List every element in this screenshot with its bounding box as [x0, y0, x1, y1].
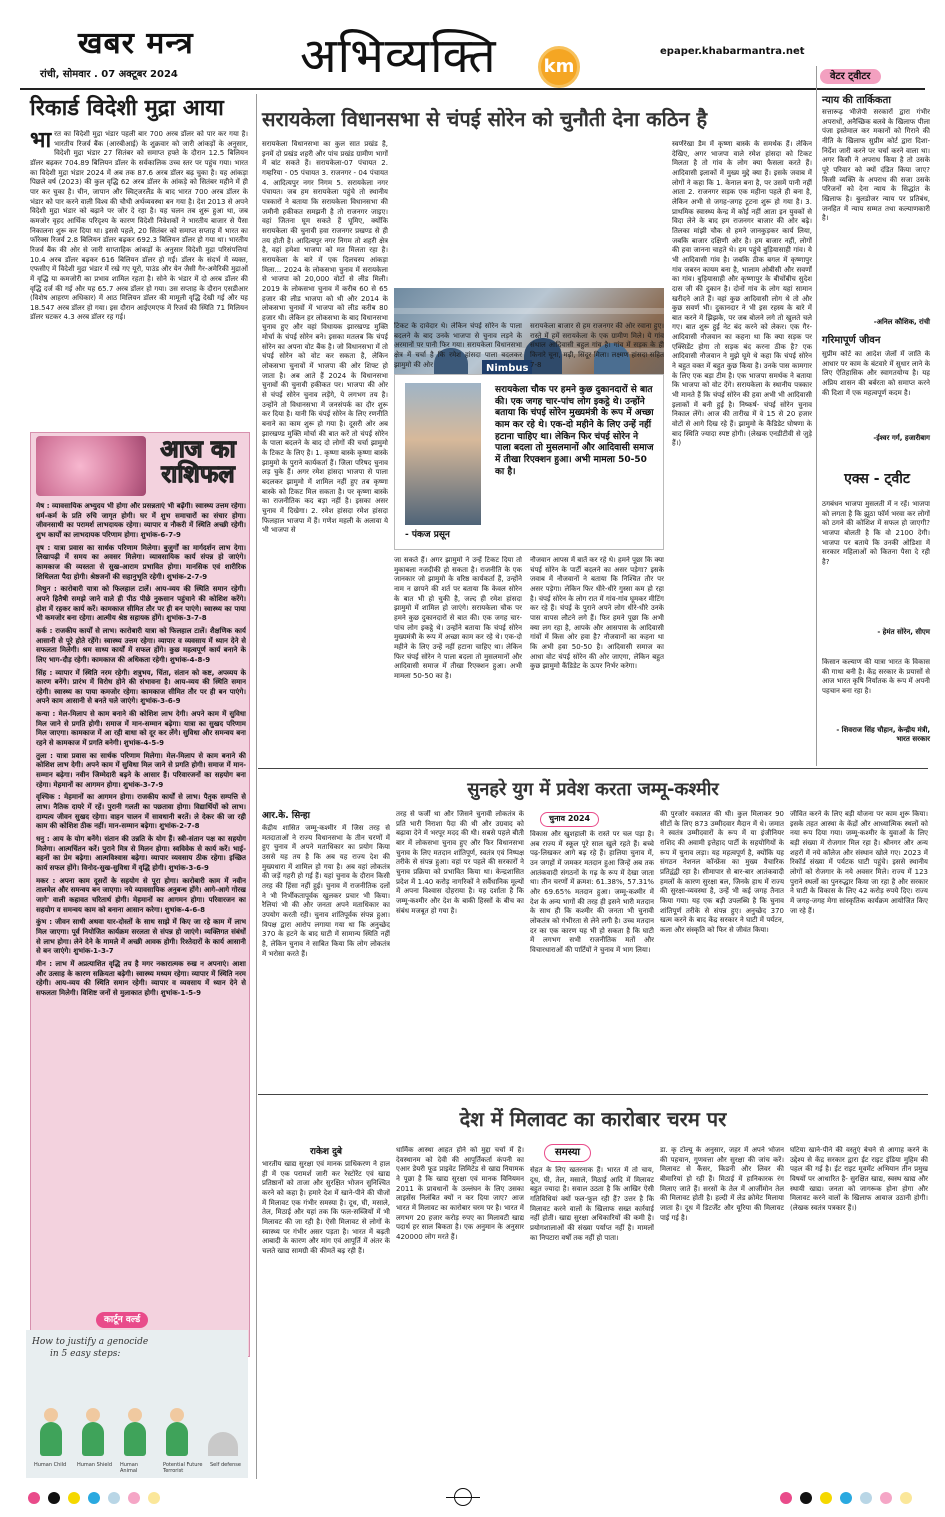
paper-logo: km — [538, 46, 580, 88]
cartoon-figure — [82, 1422, 104, 1456]
jk-col3: विकास और खुशहाली के रास्ते पर चल पड़ा है। अब राज्य में स्कूल पूरे साल खुले रहते हैं। बच्चे पढ़-लिखकर आगे बढ़ रहे हैं। हालिया चुनाव में, उन जगहों में जमकर मतदान हुआ जिन्हें अब तक आतंकवादी संगठनों के गढ़ के रूप में देखा जाता था। तीन चरणों में क्रमश: 61.38%, 57.31% और 69.65% मतदान हुआ। जम्मू-कश्मीर में देश के अन्य भागों की तरह ही इसने भारी मतदान के साथ ही कि कश्मीर की जनता भी चुनावी लोकतंत्र को गंभीरता से लेने लगी है। उच्च मतदान दर का एक कारण यह भी हो सकता है कि घाटी में लगभग सभी राजनीतिक मतों और विचारधाराओं की पार्टियों ने चुनाव में भाग लिया। — [530, 830, 654, 954]
cartoon-head — [86, 1408, 100, 1422]
rashi-item: कन्या : मेल-मिलाप से काम बनाने की कोशिश लाभ देगी। अपने काम में सुविधा मिल जाने से प्रगति होगी। समाज में मान-सम्मान बढ़ेगा। यात्रा का सुखद परिणाम मिल जाएगा। कामकाज में आ रही बाधा को दूर कर लेंगे। सुविधा और समन्वय बना रहने से कामकाज में प्रगति बनेगी। शुभांक-4-5-9 — [36, 710, 246, 748]
registration-mark — [88, 1492, 100, 1504]
dateline: रांची, सोमवार . 07 अक्टूबर 2024 — [40, 69, 178, 80]
registration-mark — [840, 1492, 852, 1504]
section-divider — [258, 1094, 928, 1095]
rashifal-title: आज का राशिफल — [160, 434, 236, 489]
author-name: - पंकज प्रसून — [405, 530, 450, 540]
column-divider — [256, 94, 257, 1479]
jk-byline: आर.के. सिन्हा — [262, 811, 310, 821]
registration-mark — [28, 1492, 40, 1504]
lead-col3-top: सरायकेला बाजार से हम राजनगर की ओर रवाना हुए। रास्ते में हमें सरायकेला के एक ग्रामीण मिले। ये गांव संथाल आदिवासी बहुल गांव है। गांव में सड़क के ही किनारे चूना, मढ़ी, सिंदूर मिला। लक्ष्मण हांसदा सहित 7-8 — [530, 322, 664, 369]
cartoon-dome — [208, 1432, 238, 1456]
cartoon-caption: Human Child Human Shield Human Animal Potential Future Terrorist Self defense — [34, 1461, 241, 1475]
cartoon-panel — [26, 1330, 248, 1478]
jk-col2: तरह से फर्जी था और जिसने चुनावी लोकतंत्र के प्रति भारी निराशा पैदा की थी और उग्रवाद को बढ़ावा देने में भरपूर मदद की थी। सबसे पहले बीती बार में लोकसभा चुनाव हुए और फिर विधानसभा चुनाव के लिए मतदान शांतिपूर्ण, स्वतंत्र एवं निष्पक्ष तरीके से संपन्न हुआ। वहां पर पहले की सरकारों ने चुनाव प्रक्रिया को प्रभावित किया था। केन्द्रशासित प्रदेश में 1.40 करोड़ नागरिकों ने सर्वैधानिक मूल्यों में अपना विश्वास दोहराया है। यह दर्शाता है कि जम्मू-कश्मीर और देश के बाकी हिस्सों के बीच का संबंध मजबूत हो गया है। — [396, 810, 524, 915]
forex-dropcap: भा — [30, 130, 52, 153]
forex-article: भा रत का विदेशी मुद्रा भंडार पहली बार 700 अरब डॉलर को पार कर गया है। भारतीय रिजर्व बैंक (आरबीआई) के शुक्रवार को जारी आंकड़ों के अनुसार, विदेशी मुद्रा भंडार 27 सितंबर को समाप्त हफ्ते के दौरान 12.5 बिलियन डॉलर बढ़कर 704.89 बिलियन डॉलर के सर्वकालिक उच्च स्तर पर पहुंच गया। भारत का विदेशी मुद्रा भंडार 2024 में अब तक 87.6 अरब डॉलर बढ़ चुका है। यह आंकड़ा पिछले वर्ष (2023) की कुल वृद्धि 62 अरब डॉलर के आंकड़े को सितंबर महीने में ही पार कर चुका है। चीन, जापान और स्विट्जरलैंड के बाद भारत 700 अरब डॉलर के भंडार को पार करने वाली विश्व की चौथी अर्थव्यवस्था बन गया है। देश 2013 से अपने विदेशी मुद्रा भंडार को बढ़ाने पर जोर दे रहा है। यह चलन तब शुरू हुआ था, जब कमजोर वृहद आर्थिक परिदृश्य के कारण विदेशी निवेशकों ने भारतीय बाजार से पैसा निकालना शुरू कर दिया था। इससे पहले, 20 सितंबर को समाप्त सप्ताह में भारत का फॉरेक्स रिजर्व 2.8 बिलियन डॉलर बढ़कर 692.3 बिलियन डॉलर हो गया था। भारतीय रिजर्व बैंक की ओर से जारी साप्ताहिक आंकड़ों के अनुसार विदेशी मुद्रा परिसंपत्तियां 10.4 अरब डॉलर बढ़कर 616 बिलियन डॉलर हो गईं। डॉलर के संदर्भ में व्यक्त, एफसीए में विदेशी मुद्रा भंडार में रखे गए यूरो, पाउंड और येन जैसी गैर-अमेरिकी मुद्राओं में वृद्धि या कमजोरी का प्रभाव शामिल रहता है। सोने के भंडार में दो अरब डॉलर की वृद्धि दर्ज की गई और यह 65.7 अरब डॉलर हो गया। उस सप्ताह के दौरान एसडीआर (विशेष आहरण अधिकार) में आठ मिलियन डॉलर की मामूली वृद्धि देखी गई और यह 18.547 अरब डॉलर हो गया। इस दौरान आईएमएफ में रिजर्व की स्थिति 71 मिलियन डॉलर घटकर 4.3 अरब डॉलर रह गई। — [30, 130, 248, 322]
sidebar-title-1: न्याय की तार्किकता — [822, 95, 891, 106]
section-title: अभिव्यक्ति — [300, 28, 497, 84]
registration-mark — [820, 1492, 832, 1504]
adulteration-badge: समस्या — [544, 1144, 591, 1162]
registration-mark — [880, 1492, 892, 1504]
registration-mark — [780, 1492, 792, 1504]
rashi-item: मकर : अपना काम दूसरों के सहयोग से पूरा होगा। कारोबारी काम में नवीन तालमेल और समन्वय बन जाएगा। नये व्यावसायिक अनुबन्ध होंगे। आगे-आगे गोरख जागे' वाली कहावत चरितार्थ होगी। मेहमानों का आगमन होगा। परिवारजन का सहयोग व समन्वय काम को बनाना आसान करेगा। शुभांक-4-6-8 — [36, 876, 246, 914]
adulteration-col3: सेहत के लिए खतरनाक हैं। भारत में तो चाय, दूध, घी, तेल, मसाले, मिठाई आदि में मिलावट बहुत ज्यादा है। सवाल उठता है कि आखिर ऐसी गतिविधियां क्यों फल-फूल रही हैं? उत्तर है कि मिलावट करने वालों के खिलाफ सख्त कार्रवाई नहीं होती। खाद्य सुरक्षा अधिकारियों की कमी है। प्रयोगशालाओं की संख्या पर्याप्त नहीं है। मामलों का निपटारा वर्षों तक नहीं हो पाता। — [530, 1166, 654, 1242]
sidebar-body-3: ठगबंधन भाजपा मुसलती में न रहें। भाजपा को लगता है कि झूठा फॉर्म भरवा कर लोगों को ठगने की कोशिश में सफल हो जाएगी? भाजपा बोलती है कि वो 2100 देगी। भाजपा पर बताये कि उनकी ओडिशा में सरकार महिलाओं को कितना पैसा दे रही है? — [822, 500, 930, 566]
adulteration-byline: राकेश दुबे — [309, 1147, 343, 1157]
registration-mark — [108, 1492, 120, 1504]
sidebar-title-2: गरिमापूर्ण जीवन — [822, 335, 881, 346]
cartoon-figure — [124, 1422, 146, 1456]
lead-col2-top: टिकट के दावेदार थे। लेकिन चंपई सोरेन के पाला बदलने के बाद उनके भाजपा से चुनाव लड़ने के अरमानों पर पानी फिर गया। सरायकेला विधानसभा क्षेत्र में चर्चा है कि रमेश हांसदा पाला बदलकर झामुमो की ओर — [394, 322, 522, 369]
lead-col3-bottom: नौजवान आपस में बातें कर रहे थे। हमने पूछा कि क्या चंपई सोरेन के पार्टी बदलने का असर पड़ेगा? इसके जवाब में नौजवानों ने बताया कि निश्चित तौर पर असर पड़ेगा। लेकिन फिर धीरे-धीरे गुस्सा कम हो रहा है। चंपई सोरेन के लोग रात में गांव-गांव घूमकर मीटिंग कर रहे हैं। चंपई के पुराने अपने लोग धीरे-धीरे उनके पास वापस लौटने लगे हैं। फिर हमने पूछा कि अभी क्या लग रहा है, आपके और आसपास के आदिवासी गांवों में किस ओर हवा है? नौजवानों का कहना था कि अभी हवा 50-50 है। आदिवासी समाज का आधा वोट चंपई सोरेन की ओर जाएगा, लेकिन बहुत कुछ झामुमो कैंडिडेट के ऊपर निर्भर करेगा। — [530, 556, 664, 671]
sidebar-sig-4: - शिवराज सिंह चौहान, केन्द्रीय मंत्री, भारत सरकार — [836, 726, 930, 744]
lead-headline: सरायकेला विधानसभा से चंपई सोरेन को चुनौती देना कठिन है — [262, 107, 708, 131]
lead-col1: सरायकेला विधानसभा का कुल सात प्रखंड है, इनमें दो प्रखंड शहरी और पांच प्रखंड ग्रामीण भागों में बांट सकते हैं। सरायकेला-07 पंचायत 2. गम्हरिया - 05 पंचायत 3. राजनगर - 04 पंचायत 4. आदित्यपुर नगर निगम 5. सरायकेला नगर पंचायत। जब हम सरायकेला पहुंचे तो स्थानीय पत्रकारों ने बताया कि सरायकेला विधानसभा की जमीनी हकीकत समझनी है तो राजनगर जाइए। वहां जितना घूम सकते हैं घूमिए, क्योंकि सरायकेला की चुनावी हवा राजनगर प्रखण्ड से ही तय होती है। आदित्यपुर नगर निगम तो शहरी क्षेत्र है, वहां हमेशा भाजपा को मत मिलता रहा है। सरायकेला के बारे में एक दिलचस्प आंकड़ा मिला... 2024 के लोकसभा चुनाव में सरायकेला से भाजपा को 20,000 वोटों से लीड मिली। 2019 के लोकसभा चुनाव में करीब 60 से 65 हजार की लीड भाजपा को थी और 2014 के लोकसभा चुनावों में भाजपा को लीड करीब 80 हजार थी। लेकिन हर लोकसभा के बाद विधानसभा चुनाव हुए और वहां विधायक झारखण्ड मुक्ति मोर्चा के चंपई सोरेन बने। इसका मतलब कि चंपई सोरेन का अपना वोट बैंक है। जो विधानसभा में तो चंपई सोरेन को वोट कर सकता है, लेकिन लोकसभा चुनावों में भाजपा की ओर शिफ्ट हो जाता है। अब आते हैं 2024 के विधानसभा चुनावों की चुनावी हकीकत पर। भाजपा की ओर से चंपई सोरेन चुनाव लड़ेंगे, ये लगभग तय है। उन्होंने तो विधानसभा में जनसंपर्क का दौर शुरू कर दिया है। यानी कि चंपई सोरेन के लिए रणनीति बनाने का काम शुरू हो गया है। दूसरी ओर अब झारखण्ड मुक्ति मोर्चा की बात करें तो चंपई सोरेन के पाला बदलने के बाद दो लोगों की चर्चा झामुमो के टिकट के लिए है। 1. कृष्णा बास्के कृष्णा बास्के झामुमो के पुराने कार्यकर्ता हैं। जिला परिषद चुनाव लड़ चुके हैं। अगर रमेश हांसदा भाजपा से पाला बदलकर झामुमो में शामिल नहीं हुए तब कृष्णा बास्के को टिकट मिल सकता है। पर कृष्णा बास्के का राजनीतिक कद बड़ा नहीं है। इसका असर चुनाव में दिखेगा। 2. रमेश हांसदा रमेश हांसदा फिलहाल भाजपा में हैं। गणेश महली के अलावा ये भी भाजपा से — [262, 140, 388, 535]
rashi-item: कर्क : राजकीय कार्यों से लाभ। कारोबारी यात्रा को फिलहाल टालें। शैक्षणिक कार्य आसानी से पूरे होते रहेंगे। स्वास्थ्य उत्तम रहेगा। व्यापार व व्यवसाय में ध्यान देने से सफलता मिलेगी। श्रम साध्य कार्यों में सफल होंगे। कुछ महत्वपूर्ण कार्य बनाने के लिए भाग-दौड़ रहेगी। कामकाज की अधिकता रहेगी। शुभांक-4-8-9 — [36, 626, 246, 664]
jk-col1: केंद्रीय शासित जम्मू-कश्मीर में जिस तरह से मतदाताओं ने राज्य विधानसभा के तीन चरणों में हुए चुनाव में अपने मताधिकार का प्रयोग किया उससे यह तय है कि अब यह राज्य देश की मुख्यधारा में शामिल हो गया है। अब वहां लोकतंत्र की जड़ें गहरी हो गई हैं। यहां चुनाव के दौरान किसी तरह की हिंसा नहीं हुई। चुनाव में राजनीतिक दलों ने भी निर्भीकतापूर्वक खुलकर प्रचार भी किया। रैलियां भी की और जनता अपने मताधिकार का उपयोग करती रही। चुनाव शांतिपूर्वक संपन्न हुआ। विपक्ष द्वारा आरोप लगाया गया था कि अनुच्छेद 370 के हटने के बाद घाटी में सामान्य स्थिति नहीं है, लेकिन चुनाव ने साबित किया कि लोग लोकतंत्र में भरोसा करते हैं। — [262, 824, 390, 958]
registration-mark — [900, 1492, 912, 1504]
shop-sign: Nimbus — [482, 360, 532, 378]
author-photo — [405, 383, 481, 525]
column-divider — [816, 66, 817, 766]
rashi-item: मीन : लाभ में अप्रत्याशित वृद्धि तय है मगर नकारात्मक रुख न अपनाएं। आशा और उत्साह के कारण सक्रियता बढ़ेगी। स्वास्थ्य मध्यम रहेगा। व्यापार में स्थिति नरम रहेगी। आय-व्यय की स्थिति समान रहेगी। व्यापार व व्यवसाय में ध्यान देने से सफलता मिलेगी। विशिष्ट जनों से मुलाकात होगी। शुभांक-1-5-9 — [36, 959, 246, 997]
registration-mark — [128, 1492, 140, 1504]
adulteration-col2: धार्मिक आस्था आहत होने को मुद्दा चर्चा में है। देवस्थानम को देवी की आपूर्तिकर्ता कंपनी का एआर डेयरी फूड प्राइवेट लिमिटेड से खाद्य नियामक ने पूछा है कि खाद्य सुरक्षा एवं मानक विनियमन 2011 के प्रावधानों के उल्लंघन के लिए उसका लाइसेंस निलंबित क्यों न कर दिया जाए? आज भारत में मिलावट का कारोबार चरम पर है। भारत में लगभग 20 हजार करोड़ रुपए का मिलावटी खाद्य पदार्थ हर साल बिकता है। एक अनुमान के अनुसार 420000 लोग मरते हैं। — [396, 1146, 524, 1241]
sidebar-header: वेटर ट्वीटर — [820, 70, 881, 84]
rashifal-image — [36, 436, 146, 496]
epaper-url[interactable]: epaper.khabarmantra.net — [660, 46, 805, 57]
rashi-item: वृष : यात्रा प्रवास का सार्थक परिणाम मिलेगा। बुजुर्गों का मार्गदर्शन लाभ देगा। लिखापढ़ी में समय का अवसर मिलेगा। व्यावसायिक कार्य संपन्न हो जाएंगे। कामकाज की व्यस्तता से सुख-आराम प्रभावित होगा। मानसिक एवं शारीरिक शिथिलता पैदा होगी। श्रेष्ठजनों की सहानुभूति रहेगी। शुभांक-2-7-9 — [36, 543, 246, 581]
rashi-item: तुला : यात्रा प्रवास का सार्थक परिणाम मिलेगा। मेल-मिलाप से काम बनाने की कोशिश लाभ देगी। अपने काम में सुविधा मिल जाने से प्रगति होगी। समाज में मान-सम्मान बढ़ेगा। नवीन जिम्मेदारी बढ़ने के आसार हैं। परिवारजनों का सहयोग बना रहेगा। मेहमानों का आगमन होगा। शुभांक-3-7-9 — [36, 751, 246, 789]
registration-mark — [800, 1492, 812, 1504]
registration-mark — [860, 1492, 872, 1504]
lead-col2-bottom: जा सकते हैं। अगर झामुमो ने उन्हें टिकट दिया तो मुकाबला नजदीकी हो सकता है। राजनीति के एक जानकार जो झामुमो के वरिष्ठ कार्यकर्ता हैं, उन्होंने नाम न छापने की शर्त पर बताया कि केवल सोरेन के बात भी हो चुकी है, जल्द ही रमेश हांसदा झामुमो में शामिल हो जाएंगे। सरायकेला चौक पर हमने कुछ दुकानदारों से बात की। एक जगह चार-पांच लोग इकट्ठे थे। उन्होंने बताया कि चंपई सोरेन मुख्यमंत्री के रूप में अच्छा काम कर रहे थे। एक-दो महीने के लिए उन्हें नहीं हटाना चाहिए था। लेकिन फिर चंपई सोरेन ने पाला बदला तो मुसलमानों और आदिवासी समाज में तीखा रिएक्शन हुआ। अभी मामला 50-50 का है। — [394, 556, 522, 680]
rashi-item: सिंह : व्यापार में स्थिति नरम रहेगी। शत्रुभय, चिंता, संतान को कष्ट, अपव्यय के कारण बनेंगे। प्रारंभ में विरोध होने की संभावना है। आय-व्यय की स्थिति समान रहेगी। स्वास्थ्य का पाया कमजोर रहेगा। कामकाज सीमित तौर पर ही बन पाएंगे। अपने काम आसानी से बनते चले जाएंगे। शुभांक-3-6-9 — [36, 668, 246, 706]
section-divider — [258, 768, 928, 769]
rashifal-list — [36, 502, 246, 1317]
lead-col4: स्वर्णरेखा डैम में कृष्णा बास्के के समर्थक हैं। लेकिन देखिए, अगर भाजपा वाले रमेश हांसदा को टिकट मिलता है तो गांव के लोग क्या फैसला करते हैं। आदिवासी इलाकों में मुख्य मुद्दे क्या हैं। इसके जवाब में लोगों ने कहा कि 1. केनाल बना है, पर उसमें पानी नहीं आता 2. राजनगर सड़क एक महीना पहले ही बना है, लेकिन अभी से जगह-जगह टूटना शुरू हो गया है। 3. प्राथमिक स्वास्थ्य केन्द्र में कोई नहीं आता इन युवकों से विदा लेने के बाद हम राजनगर बाजार की ओर बढ़े। तिलका मांझी चौक से हमने जानकुड़कर कार्य लिया, जबकि बाजार दक्षिणी ओर है। हम बाजार नहीं, लोगों की हवा जानना चाहते थे। हम पहुंचे बुड़ियासाही गांव। ये भी आदिवासी गांव है। जबकि ठीक बगल में कृष्णापुर गांव जबरन कायम बना है, भालाम ओबीसी और सवर्णों का गांव। बुड़ियासाही और कृष्णापुर के बीचोंबीच सुदेश दास जी की दुकान है। दोनों गांव के लोग यहां सामान खरीदने आते हैं। वहां कुछ आदिवासी लोग थे तो और कुछ सवर्ण भी। दुकानदार ने भी इस रहस्य के बारे में बात करने में झिझके, पर जब बोलने लगे तो खुलते चले गए। बात शुरू हुई नेट बंद करने को लेकर। एक गैर-आदिवासी नौजवान का कहना था कि क्या सड़क पर एक्सिडेंट होगा तो सड़क बंद करना ठीक है? एक आदिवासी नौजवान ने मुझे घूमे थे कहा कि चंपई सोरेन ने बहुत वक्त में बहुत कुछ किया है। उनके पास कामगार के लिए एक बड़ा टीम है। एक भाजपा समर्थक ने बताया कि भाजपा को वोट देंगे। सरायकेला के स्थानीय पत्रकार भी मानते हैं कि चंपई सोरेन की हवा अभी भी आदिवासी इलाकों में बनी हुई है। निष्कर्ष- चंपई सोरेन चुनाव निकाल लेंगे। आज की तारीख में वे 15 से 20 हजार वोटों से आगे दिख रहे हैं। झामुमो के कैंडिडेट घोषणा के बाद स्थिति ज्यादा स्पष्ट होगी। (लेखक एनडीटीवी से जुड़े हैं।) — [672, 140, 812, 448]
cartoon-head — [170, 1408, 184, 1422]
pull-quote: सरायकेला चौक पर हमने कुछ दुकानदारों से बात की। एक जगह चार-पांच लोग इकट्ठे थे। उन्होंने बताया कि चंपई सोरेन मुख्यमंत्री के रूप में अच्छा काम कर रहे थे। एक-दो महीने के लिए उन्हें नहीं हटाना चाहिए था। लेकिन फिर चंपई सोरेन ने पाला बदला तो मुसलमानों और आदिवासी समाज में तीखा रिएक्शन हुआ। अभी मामला 50-50 का है। — [495, 385, 654, 477]
sidebar-body-2: सुप्रीम कोर्ट का आदेश जेलों में जाति के आधार पर काम के बंटवारे में सुधार लाने के लिए ऐतिहासिक और स्वागतयोग्य है। यह अप्रिय शासन की बर्बरता को समाप्त करने की दिशा में एक महत्वपूर्ण कदम है। — [822, 350, 930, 397]
top-rule — [20, 88, 925, 90]
cartoon-head — [128, 1408, 142, 1422]
cartoon-figure — [40, 1422, 62, 1456]
jk-badge: चुनाव 2024 — [540, 812, 599, 827]
registration-mark — [48, 1492, 60, 1504]
adulteration-col5: घटिया खाने-पीने की वस्तुएं बेचने से आगाह करने के उद्देश्य से केंद्र सरकार द्वारा ईट राइट इंडिया मुहिम की पहल की गई है। ईट राइट मूवमेंट अभियान तीन प्रमुख विषयों पर आधारित है- सुरक्षित खाद्य, स्वस्थ खाद्य और स्थायी खाद्य। जनता को जागरूक होना होगा और मिलावट करने वालों के खिलाफ आवाज उठानी होगी। (लेखक स्वतंत्र पत्रकार हैं।) — [790, 1146, 928, 1212]
sidebar-sig-3: - हेमंत सोरेन, सीएम — [877, 628, 930, 636]
registration-mark — [68, 1492, 80, 1504]
cartoon-title: How to justify a genocide in 5 easy steps: — [32, 1337, 149, 1360]
cartoon-label: कार्टून वर्ल्ड — [96, 1312, 148, 1328]
cartoon-head — [44, 1408, 58, 1422]
rashi-item: धनु : आय के योग बनेंगे। संतान की उन्नति के योग हैं। स्त्री-संतान पक्ष का सहयोग मिलेगा। आत्मचिंतन करें। पुराने मित्र से मिलन होगा। स्वविवेक से कार्य करें। भाई-बहनों का प्रेम बढ़ेगा। आत्मविश्वास बढ़ेगा। व्यापार व्यवसाय ठीक रहेगा। इच्छित कार्य सफल होंगे। विनोद-सुख-सुविधा में वृद्धि होगी। शुभांक-3-6-9 — [36, 835, 246, 872]
adulteration-headline: देश में मिलावट का कारोबार चरम पर — [459, 1107, 727, 1131]
adulteration-col4: डा. कृ टोल्यू के अनुसार, जहर में अपने भोजन की पहचान, गुणवत्ता और सुरक्षा की जांच करें। मिलावट से कैंसर, किडनी और लिवर की बीमारियां हो रही हैं। मिठाई में हानिकारक रंग मिलाए जाते हैं। सरसों के तेल में आर्जीमोन तेल की मिलावट होती है। हल्दी में लेड क्रोमेट मिलाया जाता है। दूध में डिटर्जेंट और यूरिया की मिलावट पाई गई है। — [660, 1146, 784, 1222]
sidebar-title-3: एक्स - ट्वीट — [844, 471, 910, 487]
forex-headline: रिकार्ड विदेशी मुद्रा आया — [30, 95, 224, 121]
rashi-item: वृश्चिक : मेहमानों का आगमन होगा। राजकीय कार्यों से लाभ। पैतृक सम्पत्ति से लाभ। नैतिक दायरे में रहें। पुरानी गलती का पछतावा होगा। विद्यार्थियों को लाभ। दाम्पत्य जीवन सुखद रहेगा। वाहन चालन में सावधानी बरतें। ले देकर की जा रही काम की कोशिश ठीक नहीं। मान-सम्मान बढ़ेगा। शुभांक-2-7-8 — [36, 793, 246, 831]
sidebar-sig-1: -अनिल कौशिक, रांची — [873, 318, 930, 326]
cartoon-figure — [166, 1422, 188, 1456]
jk-col5: जीवित करने के लिए बड़ी योजना पर काम शुरू किया। इसके तहत आस्था के केंद्रों और आध्यात्मिक स्थलों को नया रूप दिया गया। जम्मू-कश्मीर के युवाओं के लिए बड़ी संख्या में रोजगार मिल रहा है। श्रीनगर और अन्य शहरों में नये कॉलेज और संस्थान खोले गए। 2023 में रिकॉर्ड संख्या में पर्यटक घाटी पहुंचे। इससे स्थानीय लोगों को रोजगार के नये अवसर मिले। राज्य में 123 पुराने स्थलों का पुनरुद्धार किया जा रहा है और सरकार ने घाटी के विकास के लिए 42 करोड़ रुपये दिए। राज्य में जगह-जगह मेगा सांस्कृतिक कार्यक्रम आयोजित किए जा रहे हैं। — [790, 810, 928, 915]
paper-name: खबर मन्त्र — [78, 26, 194, 61]
crosshair-line — [446, 1497, 480, 1498]
rashi-item: मिथुन : कारोबारी यात्रा को फिलहाल टालें। आय-व्यय की स्थिति समान रहेगी। अपने हितैषी समझे जाने वाले ही पीठ पीछे नुकसान पहुंचाने की कोशिश करेंगे। होश में रहकर कार्य करें। कामकाज सीमित तौर पर ही बन पाएंगे। स्वास्थ्य का पाया भी कमजोर बना रहेगा। आत्मीय श्रेष्ठ सहायक होंगे। शुभांक-3-7-8 — [36, 585, 246, 623]
sidebar-sig-2: -ईश्वर गर्ग, हजारीबाग — [873, 434, 930, 442]
sidebar-body-1: सत्तारूढ़ भीजेपी सरकारों द्वारा गंभीर अपराधों, अनैच्छिक बलवे के खिलाफ पीला पंजा इस्तेमाल कर मकानों को गिराने की नीति के खिलाफ सुप्रीम कोर्ट द्वारा दिशा-निर्देश जारी करने पर चर्चा करने वाला था। अगर किसी ने अपराध किया है तो उसके पूरे परिवार को क्यों दंडित किया जाए? किसी व्यक्ति के अपराध की सजा उसके परिजनों को देना न्याय के सिद्धांत के खिलाफ है। बुलडोजर न्याय पर प्रतिबंध, जनहित में न्याय सम्मत तथा कल्याणकारी है। — [822, 108, 930, 223]
rashi-item: मेष : व्यावसायिक अभ्युदय भी होगा और प्रसन्नताएं भी बढ़ेंगी। स्वास्थ्य उत्तम रहेगा। धर्म-कर्म के प्रति रुचि जागृत होगी। घर में शुभ समाचारों का संचार होगा। जीवनसाथी का परामर्श लाभदायक रहेगा। व्यापार व नौकरी में स्थिति अच्छी रहेगी। शुभ कार्यों का लाभदायक परिणाम होगा। शुभांक-6-7-9 — [36, 502, 246, 539]
jk-headline: सुनहरे युग में प्रवेश करता जम्मू-कश्मीर — [467, 779, 719, 800]
adulteration-col1: भारतीय खाद्य सुरक्षा एवं मानक प्राधिकरण ने हाल ही में एक परामर्श जारी कर रेस्टोरेंट एवं खाद्य प्रतिष्ठानों को ताजा और सुरक्षित भोजन सुनिश्चित करने को कहा है। हमारे देश में खाने-पीने की चीजों में मिलावट एक गंभीर समस्या है। दूध, घी, मसाले, तेल, मिठाई और यहां तक कि फल-सब्जियों में भी मिलावट की जा रही है। ऐसी मिलावट से लोगों के स्वास्थ्य पर गंभीर असर पड़ता है। भारत में बढ़ती आबादी के कारण और मांग एवं आपूर्ति में अंतर के चलते खाद्य सामग्री की कीमतें बढ़ रही हैं। — [262, 1160, 390, 1255]
lead-quote-box — [394, 374, 664, 550]
registration-mark — [148, 1492, 160, 1504]
jk-col4: की पुरजोर वकालत की थी। कुल मिलाकर 90 सीटों के लिए 873 उम्मीदवार मैदान में थे। जमात ने स्वतंत्र उम्मीदवारों के रूप में या इंजीनियर राशिद की अवामी इत्तेहाद पार्टी के सहयोगियों के रूप में चुनाव लड़ा। यह महत्वपूर्ण है, क्योंकि यह संगठन नेशनल कॉन्फ्रेंस का मुख्य वैचारिक प्रतिद्वंद्वी रहा है। सीमापार से बार-बार आतंकवादी हमलों के कारण सुरक्षा बल, जिनके हाथ में राज्य की सुरक्षा-व्यवस्था है, उन्हें भी कई जगह तैनात किया गया। यह एक बड़ी उपलब्धि है कि चुनाव शांतिपूर्ण तरीके से संपन्न हुए। अनुच्छेद 370 खत्म करने के बाद केंद्र सरकार ने घाटी में पर्यटन, कला और संस्कृति को फिर से जीवंत किया। — [660, 810, 784, 934]
rashi-item: कुंभ : जीवन साथी अथवा यार-दोस्तों के साथ साझे में किए जा रहे काम में लाभ मिल जाएगा। पूर्व नियोजित कार्यक्रम सरलता से संपन्न हो जाएंगे। व्यक्तिगत संबंधों से लाभ होगा। लेने देने के मामले में अच्छी आवक होगी। रिश्तेदारों के कार्य आसानी से बन जाएंगे। शुभांक-1-3-7 — [36, 918, 246, 956]
sidebar-body-4: किसान कल्याण की यात्रा भारत के विकास की गाथा बनी है। केंद्र सरकार के प्रयासों से आज भारत कृषि निर्यातक के रूप में अपनी पहचान बना रहा है। — [822, 658, 930, 695]
